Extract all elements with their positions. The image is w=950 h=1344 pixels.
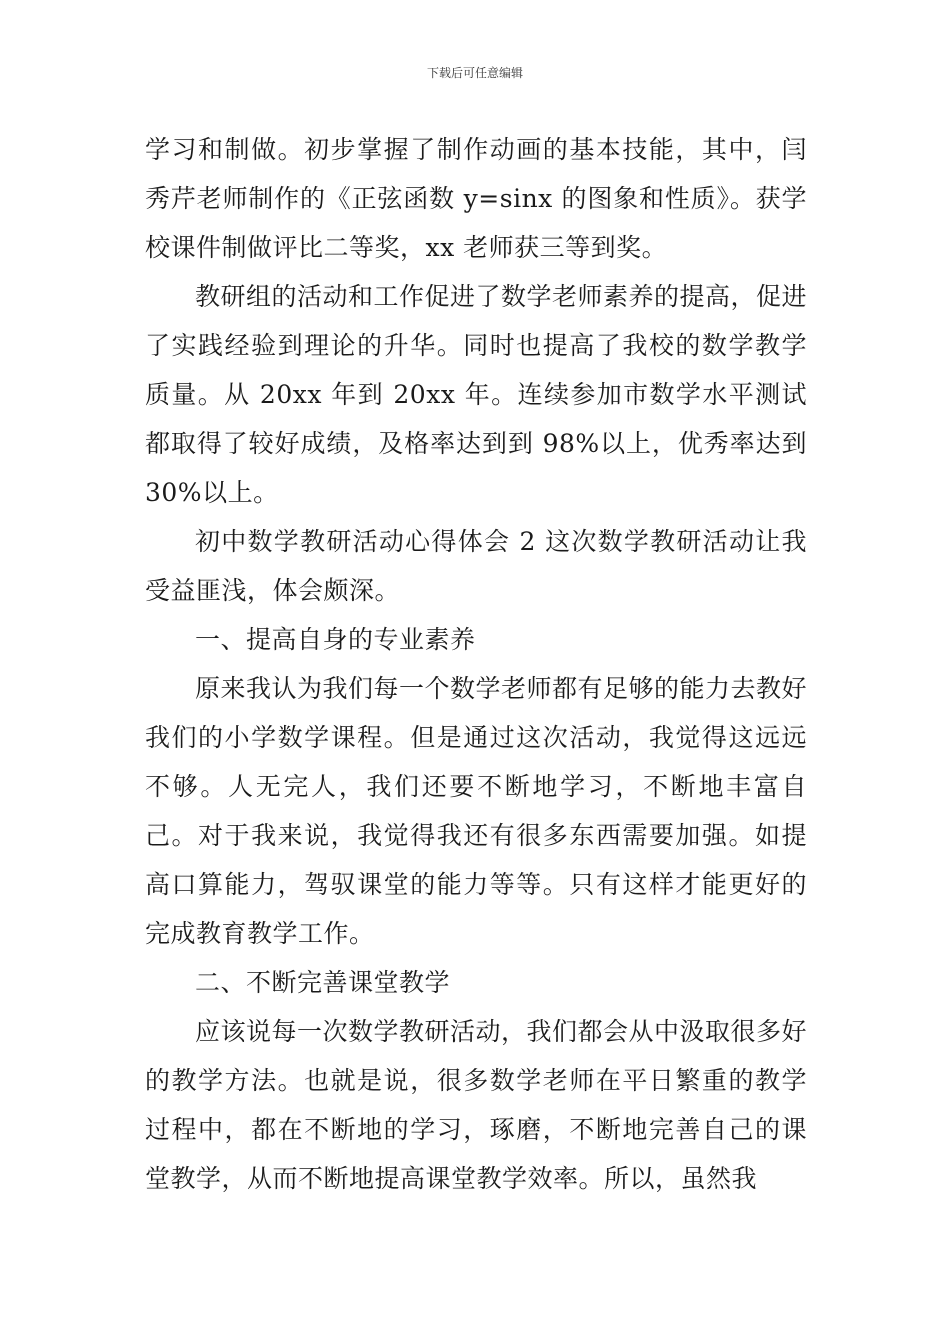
paragraph-4: 原来我认为我们每一个数学老师都有足够的能力去教好我们的小学数学课程。但是通过这次活动，我觉得这远远不够。人无完人，我们还要不断地学习，不断地丰富自己。对于我来说，我觉得我还有很多东西需要加强。如提高口算能力，驾驭课堂的能力等等。只有这样才能更好的完成教育教学工作。: [145, 674, 808, 948]
paragraph-3: 初中数学教研活动心得体会 2 这次数学教研活动让我受益匪浅，体会颇深。: [145, 527, 807, 605]
paragraph-1: 学习和制做。初步掌握了制作动画的基本技能，其中，闫秀芹老师制作的《正弦函数 y=sinx 的图象和性质》。获学校课件制做评比二等奖，xx 老师获三等到奖。: [145, 135, 807, 262]
paragraph-2: 教研组的活动和工作促进了数学老师素养的提高，促进了实践经验到理论的升华。同时也提高了我校的数学教学质量。从 20xx 年到 20xx 年。连续参加市数学水平测试都取得了较好成绩，及格率达到到 98%以上，优秀率达到 30%以上。: [145, 282, 808, 507]
document-body: [145, 125, 807, 1203]
paragraph-5: 应该说每一次数学教研活动，我们都会从中汲取很多好的教学方法。也就是说，很多数学老师在平日繁重的教学过程中，都在不断地的学习，琢磨，不断地完善自己的课堂教学，从而不断地提高课堂教学效率。所以，虽然我: [145, 1017, 808, 1193]
page-header: 下载后可任意编辑: [426, 66, 523, 80]
section-heading-1: 一、提高自身的专业素养: [195, 625, 476, 654]
section-heading-2: 二、不断完善课堂教学: [195, 968, 451, 997]
